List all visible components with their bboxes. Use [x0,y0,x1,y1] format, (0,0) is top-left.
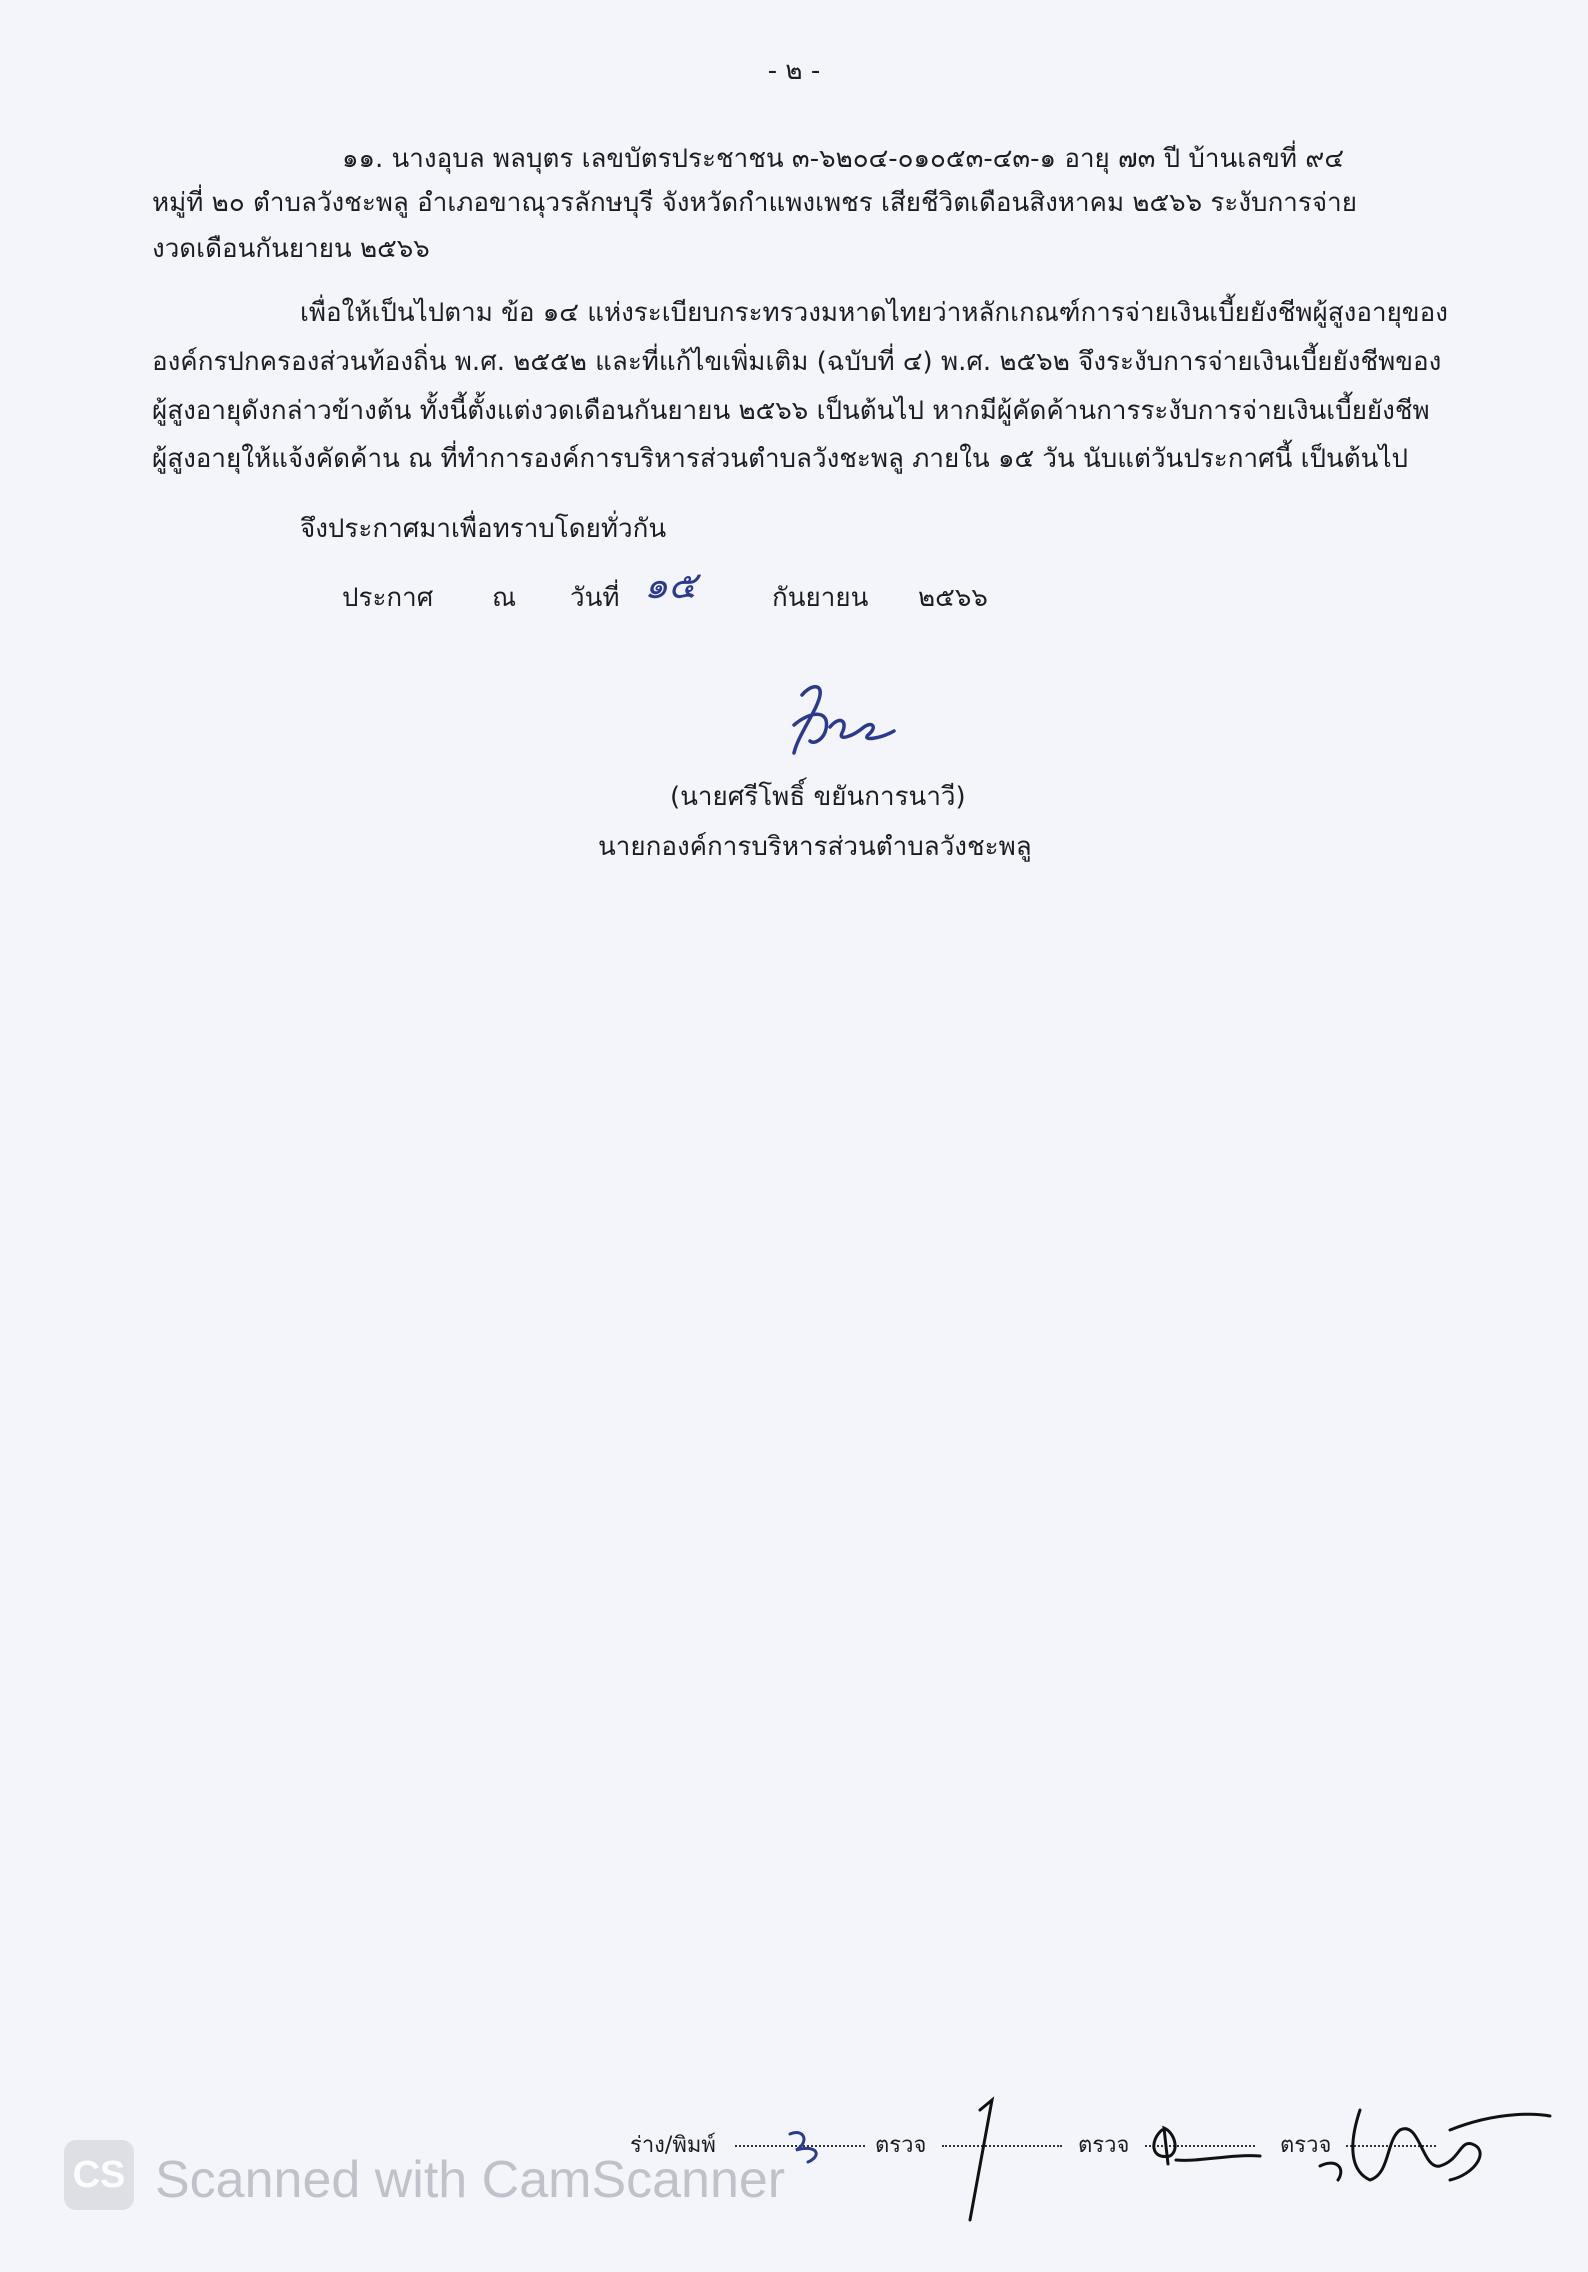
initials-marks [760,2070,1560,2230]
date-at: ณ [492,583,517,613]
paragraph2-line1: เพื่อให้เป็นไปตาม ข้อ ๑๔ แห่งระเบียบกระทรวงมหาดไทยว่าหลักเกณฑ์การจ่ายเงินเบี้ยยังชีพผู้สูงอายุของ [300,298,1448,328]
camscanner-watermark: Scanned with CamScanner [155,2151,786,2209]
date-prefix: ประกาศ [342,583,434,613]
typist-label: ร่าง/พิมพ์ [630,2133,716,2158]
signature-image [780,675,900,765]
check3-label: ตรวจ [1280,2133,1332,2158]
signatory-position: นายกองค์การบริหารส่วนตำบลวังชะพลู [598,832,1032,862]
page-number: - ๒ - [767,56,821,86]
date-day-label: วันที่ [570,583,620,613]
closing-statement: จึงประกาศมาเพื่อทราบโดยทั่วกัน [300,514,667,544]
paragraph1-line3: งวดเดือนกันยายน ๒๕๖๖ [152,234,430,264]
camscanner-logo [64,2140,134,2210]
paragraph2-line2: องค์กรปกครองส่วนท้องถิ่น พ.ศ. ๒๕๕๒ และที่แก้ไขเพิ่มเติม (ฉบับที่ ๔) พ.ศ. ๒๕๖๒ จึงระงับการจ่ายเงินเบี้ยยังชีพของ [152,347,1442,377]
date-month: กันยายน [772,583,869,613]
camscanner-logo-text: CS [72,2154,126,2196]
date-day-handwritten: ๑๕ [644,563,697,607]
date-year: ๒๕๖๖ [918,583,988,613]
signatory-name: (นายศรีโพธิ์ ขยันการนาวี) [670,782,966,812]
paragraph2-line3: ผู้สูงอายุดังกล่าวข้างต้น ทั้งนี้ตั้งแต่งวดเดือนกันยายน ๒๕๖๖ เป็นต้นไป หากมีผู้คัดค้านการระงับการจ่ายเงินเบี้ยยังชีพ [152,396,1430,426]
check2-label: ตรวจ [1078,2133,1130,2158]
paragraph1-line2: หมู่ที่ ๒๐ ตำบลวังชะพลู อำเภอขาณุวรลักษบุรี จังหวัดกำแพงเพชร เสียชีวิตเดือนสิงหาคม ๒๕๖๖ ระงับการจ่าย [152,188,1357,218]
paragraph2-line4: ผู้สูงอายุให้แจ้งคัดค้าน ณ ที่ทำการองค์การบริหารส่วนตำบลวังชะพลู ภายใน ๑๕ วัน นับแต่วันประกาศนี้ เป็นต้นไป [152,444,1409,474]
paragraph1-line1: ๑๑. นางอุบล พลบุตร เลขบัตรประชาชน ๓-๖๒๐๔-๐๑๐๕๓-๔๓-๑ อายุ ๗๓ ปี บ้านเลขที่ ๙๔ [342,144,1344,174]
check1-label: ตรวจ [875,2133,927,2158]
